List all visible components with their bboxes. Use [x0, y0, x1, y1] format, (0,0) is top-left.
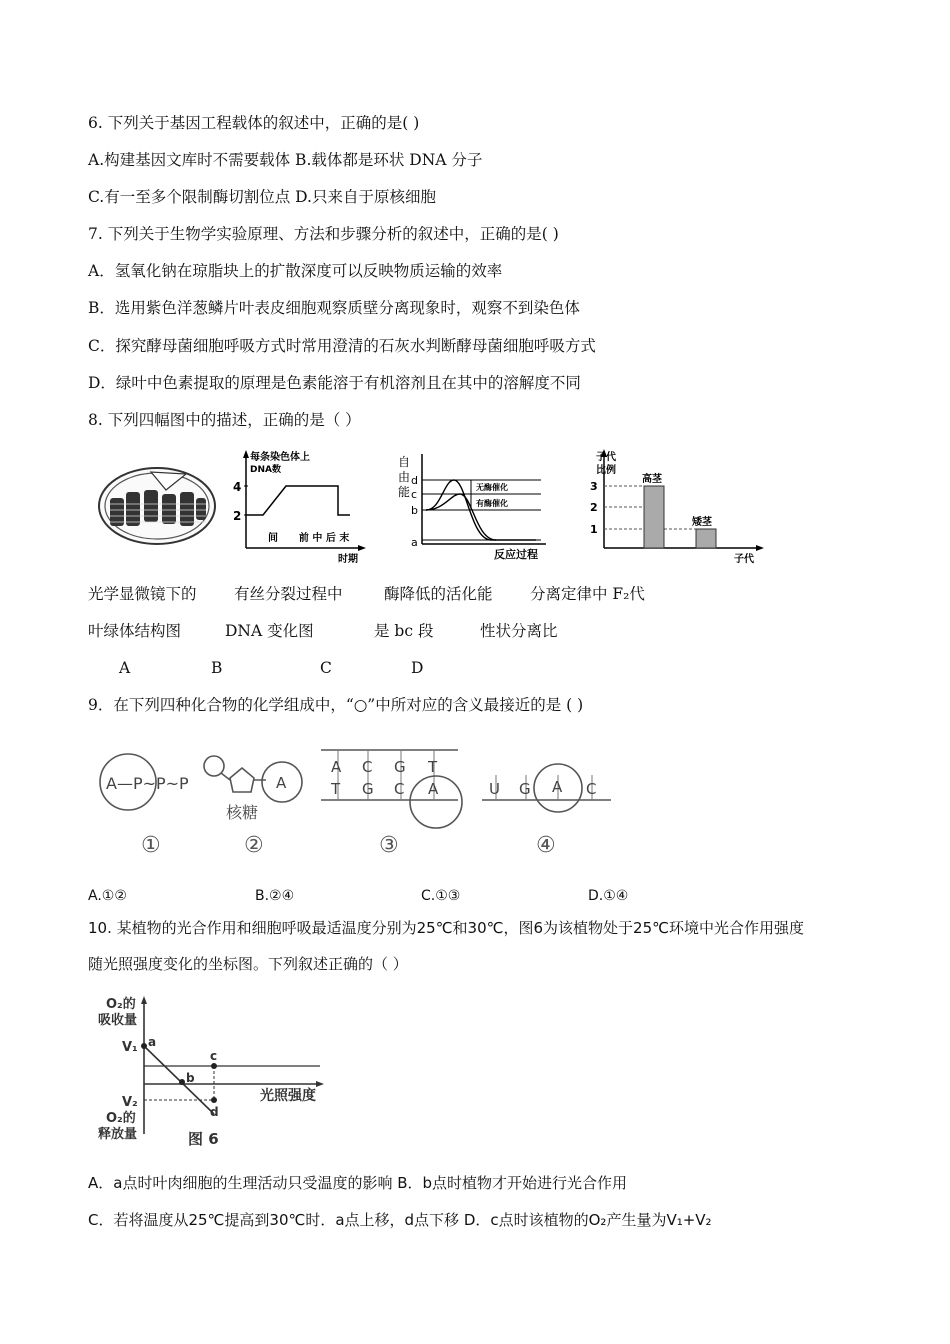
q8-cap-d2: 性状分离比: [480, 622, 558, 640]
q7-stem: 7. 下列关于生物学实验原理、方法和步骤分析的叙述中，正确的是( ): [88, 225, 559, 243]
fig3-top-1: A: [331, 758, 342, 776]
fig6-ylabel-bot-2: 释放量: [98, 1127, 138, 1142]
fig6-ylabel-top-2: 吸收量: [98, 1013, 138, 1028]
q9-option-a: A.①②: [88, 888, 127, 904]
bar-tall: [644, 486, 664, 548]
q6-options-cd: C.有一至多个限制酶切割位点 D.只来自于原核细胞: [88, 188, 436, 206]
fig1-formula: A—P~P~P: [106, 774, 189, 793]
fig-c-tick-d: d: [411, 474, 418, 487]
fig2-label: 核糖: [226, 803, 259, 822]
fig-d-bar-2-label: 矮茎: [692, 517, 712, 528]
fig-d-ylabel-2: 比例: [596, 465, 616, 476]
fig-c-ylabel-2: 由: [398, 470, 411, 484]
fig3-bottom-1: T: [331, 780, 341, 798]
fig6-point-a: a: [148, 1035, 157, 1049]
fig-c-ylabel-1: 自: [398, 455, 411, 469]
fig-d-tick-2: 2: [590, 501, 598, 514]
fig6-v2: V₂: [122, 1095, 138, 1110]
enzyme-energy-chart: [396, 452, 556, 562]
fig2-base: A: [276, 774, 287, 792]
q10-options-cd: C．若将温度从25℃提高到30℃时．a点上移，d点下移 D．c点时该植物的O₂产生量为V₁+V₂: [88, 1211, 712, 1229]
fig3-bottom-4: A: [428, 780, 439, 798]
fig-d-tick-3: 3: [590, 480, 598, 493]
q8-cap-b2: DNA 变化图: [225, 622, 314, 640]
fig4-base-2: G: [519, 780, 531, 798]
q9-option-b: B.②④: [255, 888, 295, 904]
fig4-base-3: A: [552, 778, 563, 796]
fig-number-2: ②: [244, 833, 264, 858]
fig-c-ylabel-3: 能: [398, 485, 411, 499]
fig6-caption: 图 6: [188, 1130, 219, 1148]
fig-b-phases: 间 前 中 后 末: [268, 533, 350, 544]
q8-letter-b: B: [211, 659, 223, 677]
q10-options-ab: A．a点时叶肉细胞的生理活动只受温度的影响 B．b点时植物才开始进行光合作用: [88, 1174, 628, 1192]
fig-d-bar-1-label: 高茎: [642, 474, 662, 485]
fig6-xlabel: 光照强度: [260, 1088, 316, 1104]
fig6-point-b: b: [186, 1071, 195, 1085]
fig3-top-2: C: [362, 758, 373, 776]
fig6-point-d: d: [210, 1105, 219, 1119]
fig-d-tick-1: 1: [590, 523, 598, 536]
fig-c-curve-1: 无酶催化: [476, 483, 508, 492]
fig-d-ylabel-1: 子代: [596, 452, 616, 463]
bar-short: [696, 529, 716, 548]
fig-c-tick-b: b: [411, 504, 418, 517]
q8-cap-b1: 有丝分裂过程中: [234, 585, 343, 603]
fig-b-tick-4: 4: [233, 480, 242, 494]
fig6-ylabel-top-1: O₂的: [106, 997, 136, 1012]
fig6-v1: V₁: [122, 1040, 138, 1055]
fig-b-ylabel-1: 每条染色体上: [250, 452, 310, 463]
q7-option-b: B．选用紫色洋葱鳞片叶表皮细胞观察质壁分离现象时，观察不到染色体: [88, 299, 580, 317]
q10-stem-2: 随光照强度变化的坐标图。下列叙述正确的（ ）: [88, 955, 408, 973]
chloroplast-figure: [96, 462, 218, 548]
fig-number-4: ④: [536, 833, 556, 858]
fig-c-tick-a: a: [411, 536, 418, 549]
q7-option-d: D．绿叶中色素提取的原理是色素能溶于有机溶剂且在其中的溶解度不同: [88, 374, 581, 392]
q8-letter-c: C: [320, 659, 332, 677]
fig-b-ylabel-2: DNA数: [250, 465, 281, 475]
q8-letter-a: A: [119, 659, 131, 677]
q7-option-c: C．探究酵母菌细胞呼吸方式时常用澄清的石灰水判断酵母菌细胞呼吸方式: [88, 337, 596, 355]
q8-cap-c2: 是 bc 段: [374, 622, 434, 640]
dna-change-chart: [228, 448, 368, 568]
q9-option-d: D.①④: [588, 888, 629, 904]
q9-stem: 9．在下列四种化合物的化学组成中，“○”中所对应的含义最接近的是 ( ): [88, 696, 584, 714]
q8-stem: 8. 下列四幅图中的描述，正确的是（ ）: [88, 411, 361, 429]
q10-stem-1: 10. 某植物的光合作用和细胞呼吸最适温度分别为25℃和30℃，图6为该植物处于25℃环境中光合作用强度: [88, 919, 804, 937]
fig-b-tick-2: 2: [233, 509, 242, 523]
fig6-point-c: c: [210, 1049, 218, 1063]
fig3-bottom-2: G: [362, 780, 374, 798]
fig3-top-4: T: [428, 758, 438, 776]
q6-options-ab: A.构建基因文库时不需要载体 B.载体都是环状 DNA 分子: [88, 151, 483, 169]
fig4-base-4: C: [586, 780, 597, 798]
fig-c-tick-c: c: [411, 488, 418, 501]
fig4-base-1: U: [489, 780, 500, 798]
q8-cap-a1: 光学显微镜下的: [88, 585, 197, 603]
light-intensity-chart: [92, 994, 352, 1154]
q8-letter-d: D: [411, 659, 424, 677]
q6-stem: 6. 下列关于基因工程载体的叙述中，正确的是( ): [88, 114, 420, 132]
segregation-ratio-chart: [576, 448, 766, 568]
compound-figures: [96, 740, 626, 864]
q7-option-a: A．氢氧化钠在琼脂块上的扩散深度可以反映物质运输的效率: [88, 262, 503, 280]
q8-cap-d1: 分离定律中 F₂代: [530, 585, 645, 603]
fig3-bottom-3: C: [394, 780, 405, 798]
fig-c-xlabel: 反应过程: [494, 548, 538, 561]
fig-d-xlabel: 子代: [734, 554, 754, 565]
fig3-top-3: G: [394, 758, 406, 776]
fig-c-curve-2: 有酶催化: [476, 499, 508, 508]
q8-cap-c1: 酶降低的活化能: [384, 585, 493, 603]
fig6-ylabel-bot-1: O₂的: [106, 1111, 136, 1126]
fig-number-3: ③: [379, 833, 399, 858]
q8-cap-a2: 叶绿体结构图: [88, 622, 182, 640]
fig-number-1: ①: [141, 833, 161, 858]
q9-option-c: C.①③: [421, 888, 461, 904]
fig-b-xlabel: 时期: [338, 554, 358, 565]
